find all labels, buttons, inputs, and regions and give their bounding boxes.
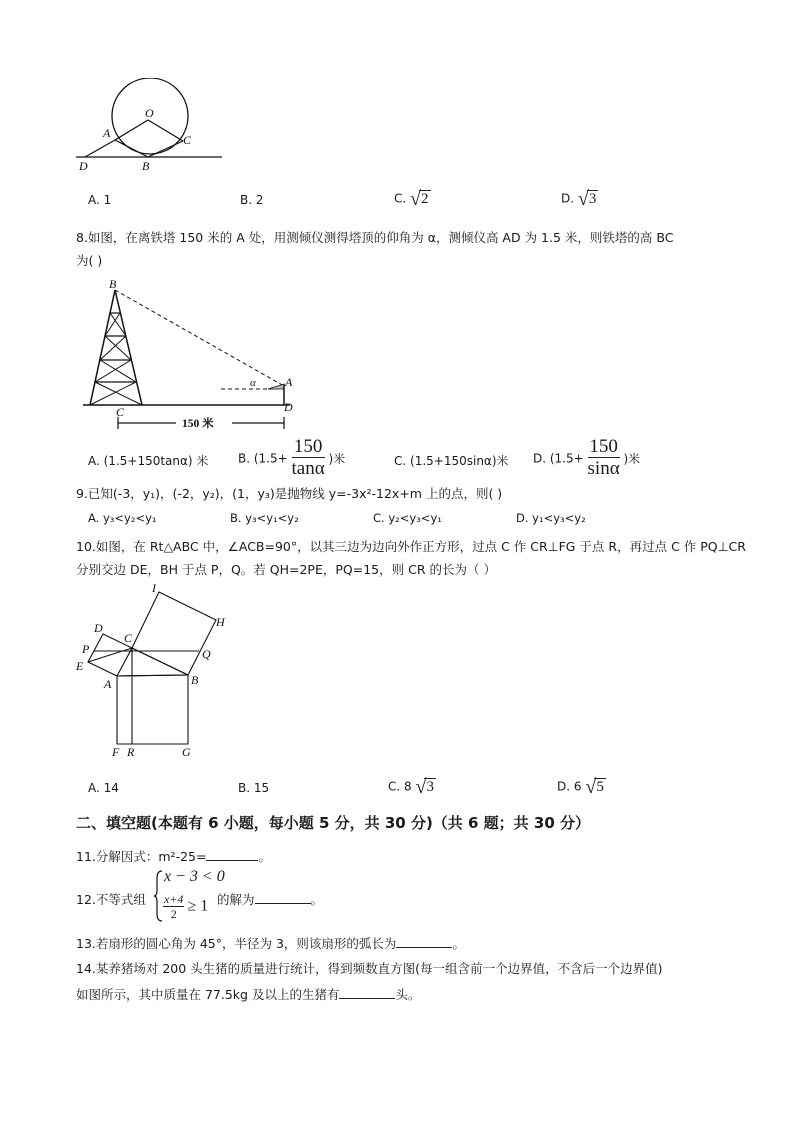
q12-prefix: 12.不等式组 (76, 892, 146, 907)
q8-instrument (268, 384, 284, 389)
q8-option-b (238, 437, 345, 480)
q7-label-O: O (145, 106, 154, 120)
q10-label-R: R (127, 745, 135, 759)
q10-label-G: G (182, 745, 191, 759)
q8-option-a: A. (1.5+150tanα) 米 (88, 454, 209, 468)
q8-stem-line2: 为( ) (76, 253, 103, 268)
q8-option-d-denominator: sinα (587, 458, 620, 479)
q7-label-C: C (183, 133, 192, 147)
q13-end: 。 (452, 936, 465, 951)
q12-end: 。 (310, 892, 324, 907)
q8-option-c: C. (1.5+150sinα)米 (394, 454, 509, 468)
q14-line2-text: 如图所示，其中质量在 77.5kg 及以上的生猪有 (76, 987, 340, 1002)
q10-option-c-label: C. 8 (388, 779, 412, 794)
q10-label-H: H (216, 615, 225, 629)
q12-suffix (217, 890, 323, 908)
q10-label-P: P (82, 642, 90, 656)
q8-option-d (533, 437, 640, 480)
q13-answer-blank[interactable] (396, 947, 452, 948)
q12-fraction (163, 892, 184, 921)
q8-option-b-fraction (292, 437, 325, 480)
q8-sight-line (115, 290, 284, 386)
q10-squares-figure (70, 582, 245, 762)
q14-stem-line1: 14.某养猪场对 200 头生猪的质量进行统计，得到频数直方图(每一组含前一个边界值，不含后一个边界值) (76, 961, 663, 976)
sqrt-symbol: √5 (585, 776, 604, 798)
q7-option-d (561, 188, 598, 211)
q10-option-a: A. 14 (88, 781, 119, 795)
q10-square-ABGF (117, 675, 188, 744)
q10-option-d-radicand: 5 (596, 779, 604, 795)
q8-label-A: A (285, 375, 293, 389)
q8-option-d-numerator: 150 (589, 436, 618, 457)
q8-tower-leg-right (115, 290, 142, 405)
q8-label-B: B (109, 278, 117, 291)
q7-label-A: A (103, 126, 111, 140)
q8-option-b-unit: )米 (328, 452, 346, 466)
q7-label-B: B (142, 159, 150, 173)
q10-stem-line2: 分别交边 DE，BH 于点 P，Q。若 QH=2PE，PQ=15，则 CR 的长为（ ） (76, 562, 496, 577)
q8-option-b-denominator: tanα (291, 458, 325, 479)
q10-option-b: B. 15 (238, 781, 270, 795)
q12-answer-blank[interactable] (255, 903, 311, 904)
q9-option-a: A. y₃<y₂<y₁ (88, 511, 157, 525)
q7-option-b: B. 2 (240, 193, 264, 207)
q8-label-D: D (284, 400, 293, 414)
q12-relation: ≥ 1 (187, 897, 209, 915)
q8-brace (95, 360, 131, 382)
q8-brace (90, 382, 136, 405)
q7-segment-OC (148, 120, 183, 141)
q8-stem-line1: 8.如图，在离铁塔 150 米的 A 处，用测倾仪测得塔顶的仰角为 α，测倾仪高 AD 为 1.5 米，则铁塔的高 BC (76, 230, 674, 245)
q10-segment-CF (132, 648, 188, 675)
q7-segment-BC (148, 141, 183, 157)
q10-label-A: A (104, 677, 112, 691)
q8-tower-figure (78, 278, 303, 438)
q10-square-CBHI (132, 592, 216, 675)
q12-inequality-1: x − 3 < 0 (164, 868, 225, 885)
q10-label-B: B (191, 673, 199, 687)
q11-text: 11.分解因式：m²-25= (76, 849, 207, 864)
q10-label-F: F (112, 745, 120, 759)
q7-option-a: A. 1 (88, 193, 112, 207)
q7-segment-AB (115, 140, 148, 157)
q7-option-c (394, 188, 431, 211)
q7-option-d-label: D. (561, 191, 575, 206)
q10-option-d-label: D. 6 (557, 779, 582, 794)
q8-option-d-label: D. (1.5+ (533, 451, 584, 466)
q8-option-b-numerator: 150 (292, 437, 325, 458)
section-2-heading: 二、填空题(本题有 6 小题，每小题 5 分，共 30 分)（共 6 题；共 30 分） (76, 814, 590, 832)
q10-option-c (388, 776, 436, 799)
q9-stem: 9.已知(-3，y₁)，(-2，y₂)，(1，y₃)是抛物线 y=-3x²-12x+m 上的点，则( ) (76, 486, 503, 501)
q8-distance-label: 150 米 (182, 418, 214, 430)
q12-mid: 的解为 (217, 892, 255, 907)
q7-option-d-radicand: 3 (588, 191, 597, 207)
q10-option-d (557, 776, 606, 799)
q9-option-d: D. y₁<y₃<y₂ (516, 511, 586, 525)
q9-option-b: B. y₃<y₁<y₂ (230, 511, 299, 525)
q10-label-D: D (94, 621, 103, 635)
q11-answer-blank[interactable] (206, 860, 258, 861)
q10-segment-AB (117, 675, 188, 676)
q8-option-d-fraction (588, 437, 620, 480)
q12-denominator: 2 (170, 907, 177, 921)
q14-stem-line2 (76, 985, 420, 1003)
q7-circle-figure (70, 78, 230, 178)
q10-label-C: C (124, 631, 133, 645)
q7-option-c-radicand: 2 (421, 191, 429, 207)
q13-stem (76, 934, 465, 952)
q12-numerator: x+4 (164, 892, 184, 906)
q7-segment-DA (85, 140, 115, 157)
q14-end: 头。 (395, 987, 421, 1002)
q10-label-E: E (76, 659, 84, 673)
q14-answer-blank[interactable] (339, 998, 395, 999)
q8-label-C: C (116, 405, 125, 419)
q10-label-I: I (152, 582, 156, 595)
sqrt-symbol: √3 (415, 776, 434, 798)
q9-option-c: C. y₂<y₃<y₁ (373, 511, 442, 525)
q8-option-b-label: B. (1.5+ (238, 451, 288, 466)
q7-label-D: D (79, 159, 88, 173)
q10-option-c-radicand: 3 (426, 779, 434, 795)
q7-segment-OA (115, 120, 148, 140)
sqrt-symbol: √3 (577, 188, 597, 210)
q10-stem-line1: 10.如图，在 Rt△ABC 中，∠ACB=90°，以其三边为边向外作正方形，过点 C 作 CR⊥FG 于点 R，再过点 C 作 PQ⊥CR (76, 539, 746, 554)
q10-label-Q: Q (202, 647, 211, 661)
q8-brace (95, 382, 142, 405)
sqrt-symbol: √2 (410, 188, 429, 210)
q8-option-d-unit: )米 (623, 452, 641, 466)
q7-option-c-label: C. (394, 191, 407, 206)
q8-brace (100, 360, 136, 382)
q11-end: 。 (258, 849, 271, 864)
q11-stem (76, 847, 271, 865)
q13-text: 13.若扇形的圆心角为 45°，半径为 3，则该扇形的弧长为 (76, 936, 397, 951)
q8-label-alpha: α (250, 377, 256, 389)
q12-inequality-2 (163, 892, 208, 921)
q8-tower-leg-left (90, 290, 115, 405)
